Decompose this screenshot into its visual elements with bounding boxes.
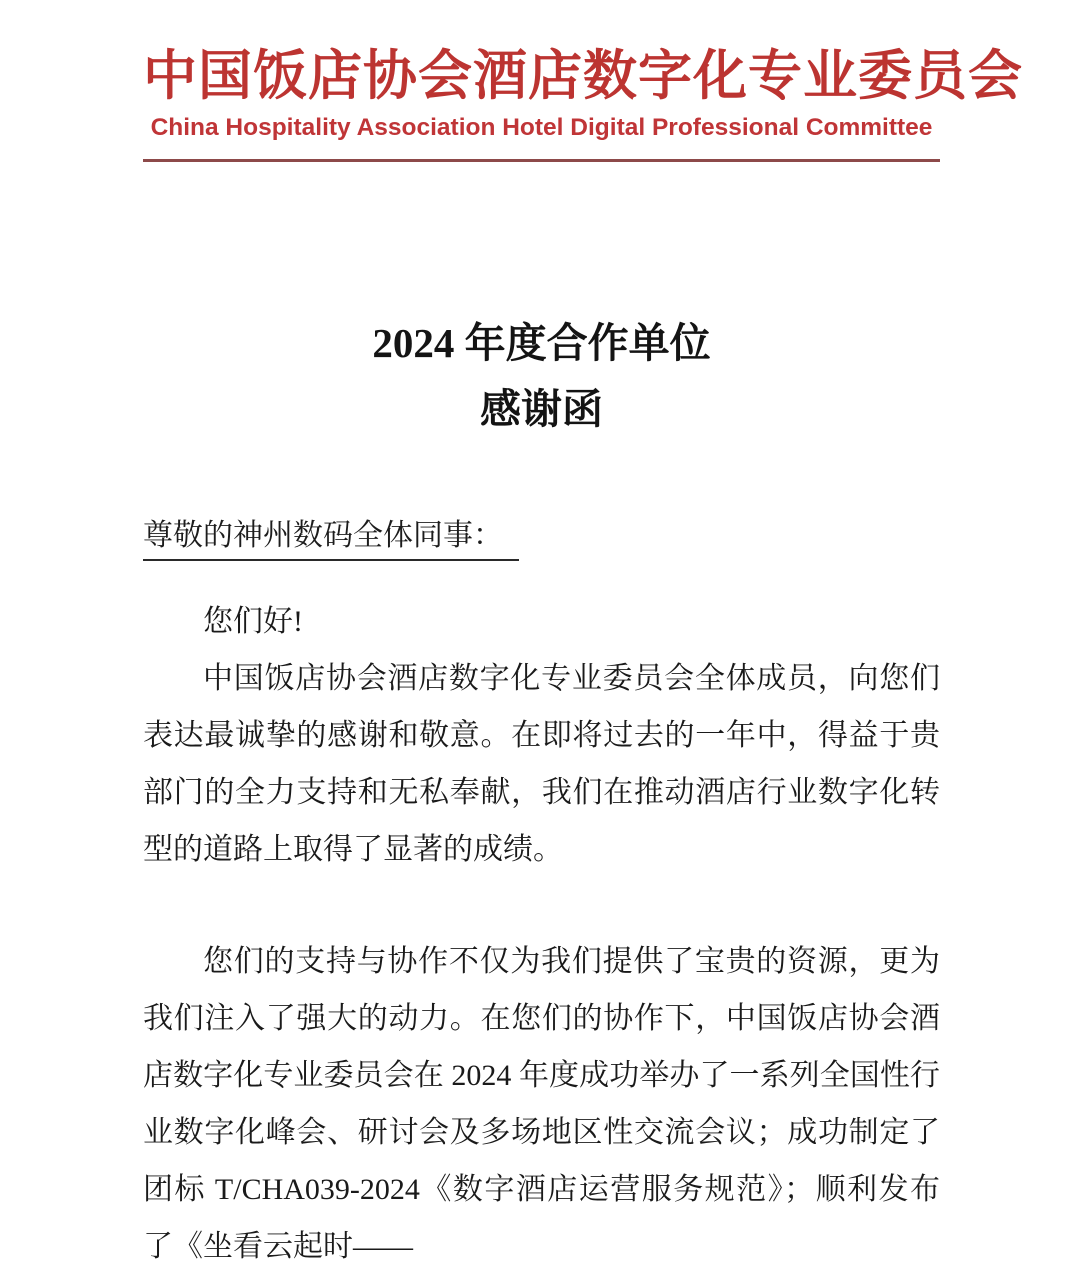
paragraph: 您们的支持与协作不仅为我们提供了宝贵的资源，更为我们注入了强大的动力。在您们的协作下，中国饭店协会酒店数字化专业委员会在 2024 年度成功举办了一系列全国性行业数字化峰会、研讨会及多场地区性交流会议；成功制定了团标 T/CHA039-2024《数字酒店运营服务规范》；顺利发布了《坐看云起时—— <box>143 945 940 1264</box>
org-name-chinese: 中国饭店协会酒店数字化专业委员会 <box>143 46 1023 106</box>
letter-title <box>143 310 940 442</box>
letter-body <box>143 593 940 1275</box>
paragraph: 中国饭店协会酒店数字化专业委员会全体成员，向您们表达最诚挚的感谢和敬意。在即将过去的一年中，得益于贵部门的全力支持和无私奉献，我们在推动酒店行业数字化转型的道路上取得了显著的成绩。 <box>143 662 940 867</box>
letterhead <box>143 0 1023 162</box>
org-name-english: China Hospitality Association Hotel Digital Professional Committee <box>150 114 933 142</box>
salutation: 尊敬的神州数码全体同事： <box>143 510 519 561</box>
letterhead-rule <box>143 159 940 162</box>
letter-title-line1: 2024 年度合作单位 <box>372 320 711 367</box>
paragraph: 您们好! <box>203 605 303 639</box>
salutation-row <box>143 510 940 561</box>
letter-title-line2: 感谢函 <box>480 386 603 433</box>
